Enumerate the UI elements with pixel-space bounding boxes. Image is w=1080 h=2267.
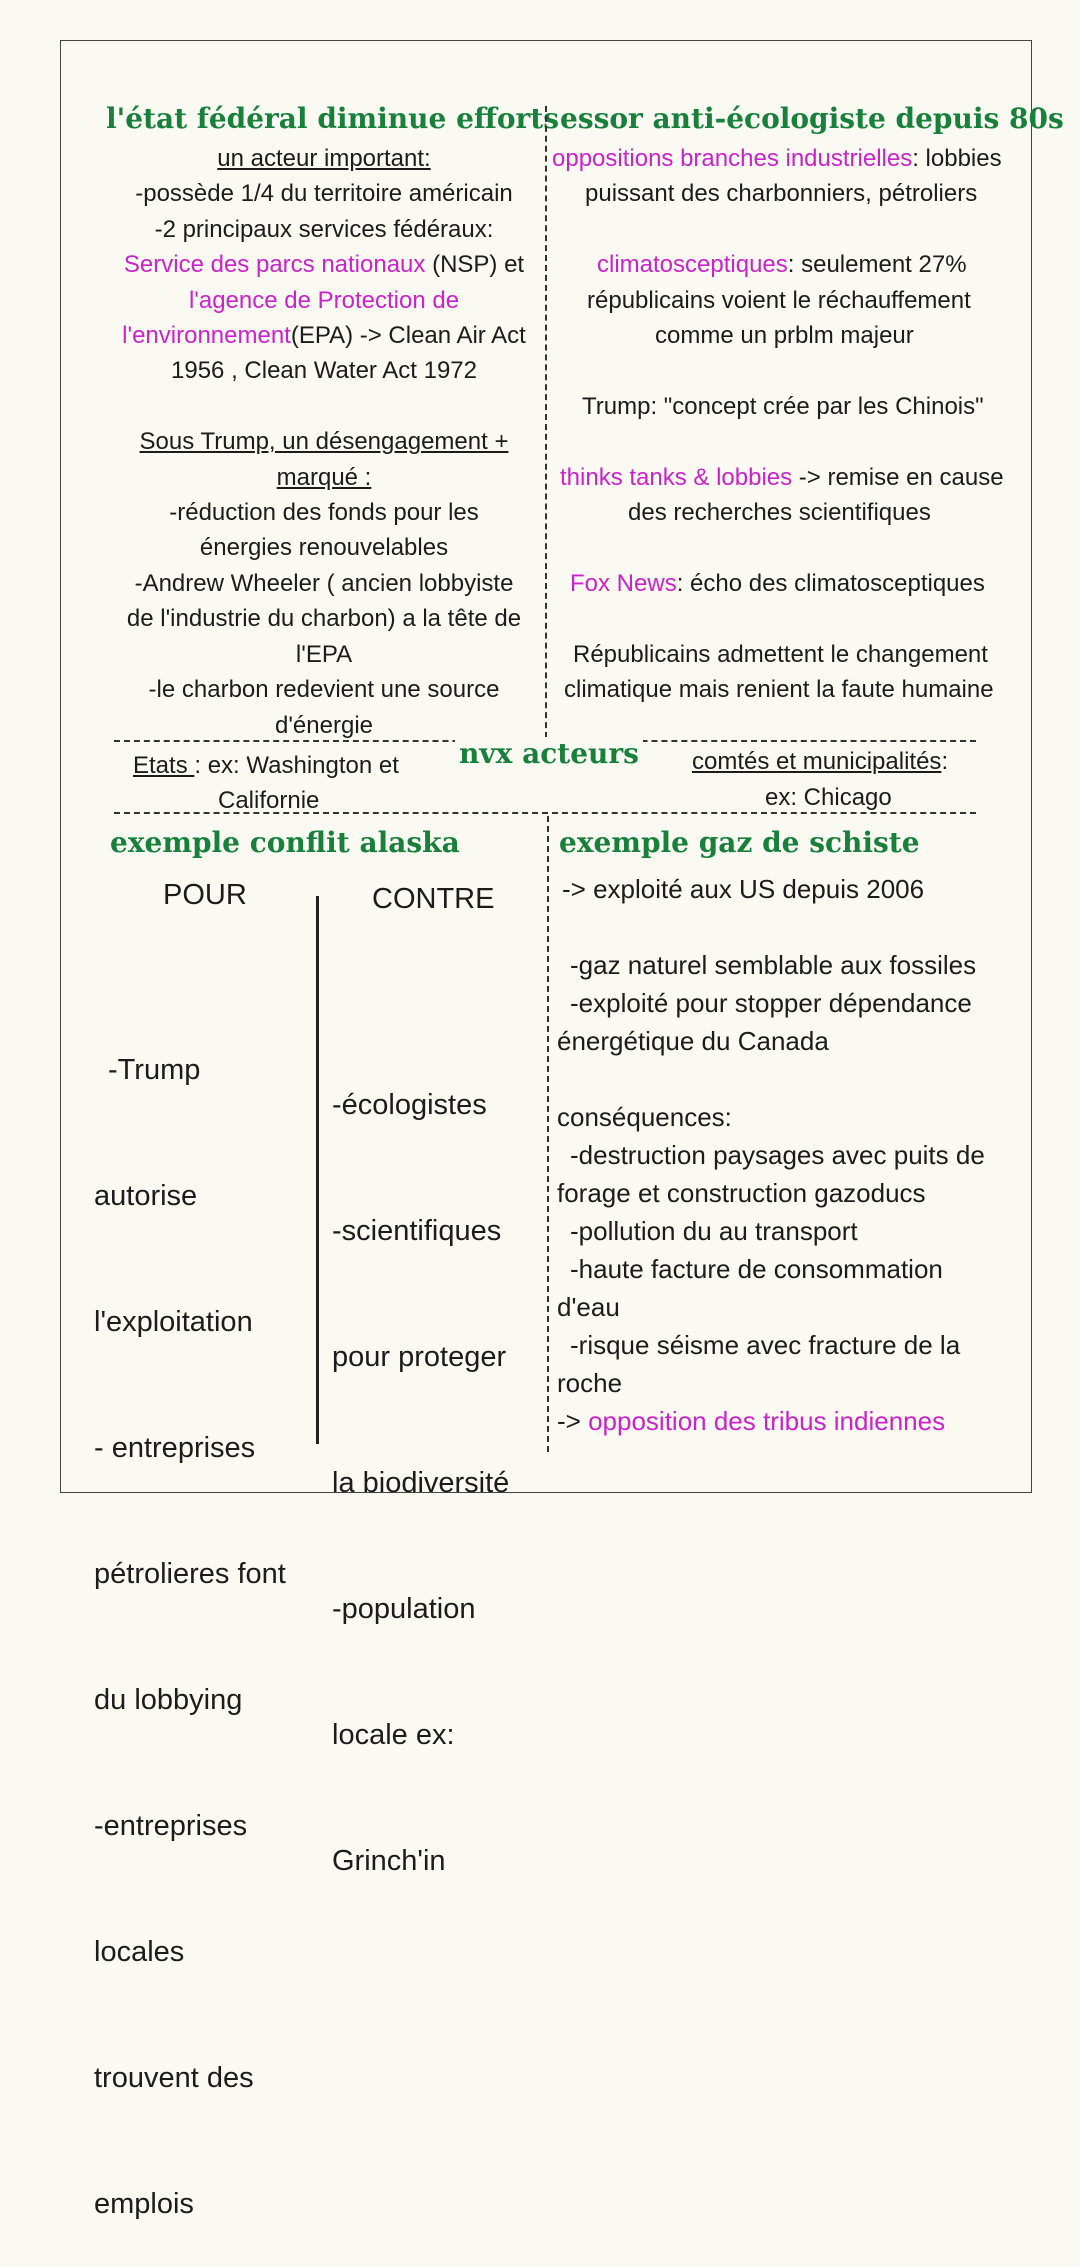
left-top-body: [100, 141, 548, 743]
bottom-vertical-divider: [547, 816, 549, 1452]
schiste-line: énergétique du Canada: [557, 1026, 829, 1056]
comtes-text: ex: Chicago: [765, 784, 892, 811]
contre-item: -écologistes: [332, 1089, 487, 1121]
pour-item: du lobbying: [94, 1684, 243, 1716]
schiste-line: -risque séisme avec fracture de la: [570, 1330, 961, 1360]
contre-list: [332, 1000, 509, 1924]
subtitle-trump-2: marqué :: [276, 463, 372, 491]
text-line: énergies renouvelables: [199, 534, 449, 562]
pour-contre-divider: [316, 896, 319, 1444]
text-line: Républicains admettent le changement: [573, 640, 988, 668]
pour-item: l'exploitation: [94, 1306, 253, 1338]
contre-header: CONTRE: [372, 883, 495, 915]
text-line: puissant des charbonniers, pétroliers: [585, 180, 978, 208]
highlight-climatosceptiques: climatosceptiques: [597, 251, 788, 279]
text-line: climatique mais renient la faute humaine: [564, 676, 994, 704]
top-vertical-divider: [545, 106, 547, 738]
text-fragment: (NSP) et: [425, 251, 525, 279]
left-top-title: l'état fédéral diminue efforts: [106, 102, 559, 135]
pour-header: POUR: [163, 879, 247, 911]
contre-item: la biodiversité: [332, 1467, 510, 1499]
text-line: -possède 1/4 du territoire américain: [135, 180, 513, 208]
schiste-line: forage et construction gazoducs: [557, 1178, 926, 1208]
contre-item: pour proteger: [332, 1341, 507, 1373]
pour-item: trouvent des: [94, 2062, 254, 2094]
etats-label: Etats: [133, 752, 195, 779]
text-line: républicains voient le réchauffement: [587, 286, 971, 314]
highlight-tribus: opposition des tribus indiennes: [588, 1406, 946, 1436]
pour-list: [94, 965, 286, 2267]
pour-item: autorise: [94, 1180, 198, 1212]
highlight-thinktanks: thinks tanks & lobbies: [560, 463, 793, 491]
contre-item: -population: [332, 1593, 476, 1625]
subtitle-trump: Sous Trump, un désengagement +: [139, 428, 509, 456]
schiste-title: exemple gaz de schiste: [559, 826, 920, 859]
text-line: 1956 , Clean Water Act 1972: [171, 357, 477, 385]
text-fragment: -> remise en cause: [792, 463, 1004, 491]
text-line: Trump: "concept crée par les Chinois": [582, 392, 984, 420]
pour-item: - entreprises: [94, 1432, 256, 1464]
text-line: -réduction des fonds pour les: [169, 499, 479, 527]
schiste-line: -destruction paysages avec puits de: [570, 1140, 985, 1170]
text-line: -2 principaux services fédéraux:: [154, 215, 494, 243]
contre-item: locale ex:: [332, 1719, 455, 1751]
etats-text-2: Californie: [218, 787, 320, 814]
schiste-line: -exploité pour stopper dépendance: [570, 988, 972, 1018]
subtitle-acteur: un acteur important:: [217, 145, 431, 172]
pour-item: -Trump: [108, 1054, 201, 1086]
schiste-line: d'eau: [557, 1292, 620, 1322]
contre-item: Grinch'in: [332, 1845, 446, 1877]
right-top-title: essor anti-écologiste depuis 80s: [560, 102, 1064, 135]
schiste-body: [557, 870, 985, 1440]
schiste-line: conséquences:: [557, 1102, 732, 1132]
etats-line: [133, 748, 399, 783]
schiste-line: roche: [557, 1368, 623, 1398]
pour-item: -entreprises: [94, 1810, 248, 1842]
pour-item: pétrolieres font: [94, 1558, 286, 1590]
highlight-industrie: oppositions branches industrielles: [552, 145, 913, 172]
schiste-line: -haute facture de consommation: [570, 1254, 943, 1284]
schiste-line: -pollution du au transport: [570, 1216, 858, 1246]
alaska-title: exemple conflit alaska: [110, 826, 460, 859]
comtes-line: [692, 744, 948, 779]
nvx-acteurs-title: nvx acteurs: [455, 737, 643, 770]
etats-text: : ex: Washington et: [194, 752, 399, 779]
highlight-nsp: Service des parcs nationaux: [123, 251, 426, 279]
pour-item: emplois: [94, 2188, 194, 2220]
text-line: d'énergie: [275, 711, 373, 739]
highlight-foxnews: Fox News: [570, 569, 677, 597]
schiste-line: -gaz naturel semblable aux fossiles: [570, 950, 977, 980]
text-line: des recherches scientifiques: [628, 499, 931, 527]
text-line: -le charbon redevient une source: [148, 676, 500, 704]
comtes-colon: :: [941, 748, 949, 775]
text-line: l'EPA: [295, 640, 353, 668]
text-line: comme un prblm majeur: [655, 322, 914, 350]
pour-item: locales: [94, 1936, 185, 1968]
highlight-environnement: l'environnement: [122, 322, 291, 350]
middle-bottom-dashed-line: [114, 812, 976, 814]
highlight-epa: l'agence de Protection de: [188, 286, 460, 314]
text-line: de l'industrie du charbon) a la tête de: [126, 605, 522, 633]
right-top-body: [552, 141, 1032, 708]
contre-item: -scientifiques: [332, 1215, 502, 1247]
text-fragment: : écho des climatosceptiques: [676, 569, 985, 597]
text-fragment: : seulement 27%: [787, 251, 967, 279]
arrow-prefix: ->: [557, 1406, 589, 1436]
schiste-line: -> exploité aux US depuis 2006: [562, 874, 925, 904]
text-fragment: (EPA) -> Clean Air Act: [290, 322, 526, 350]
text-line: -Andrew Wheeler ( ancien lobbyiste: [134, 569, 514, 597]
comtes-label: comtés et municipalités: [692, 748, 942, 775]
text-fragment: : lobbies: [912, 145, 1002, 172]
